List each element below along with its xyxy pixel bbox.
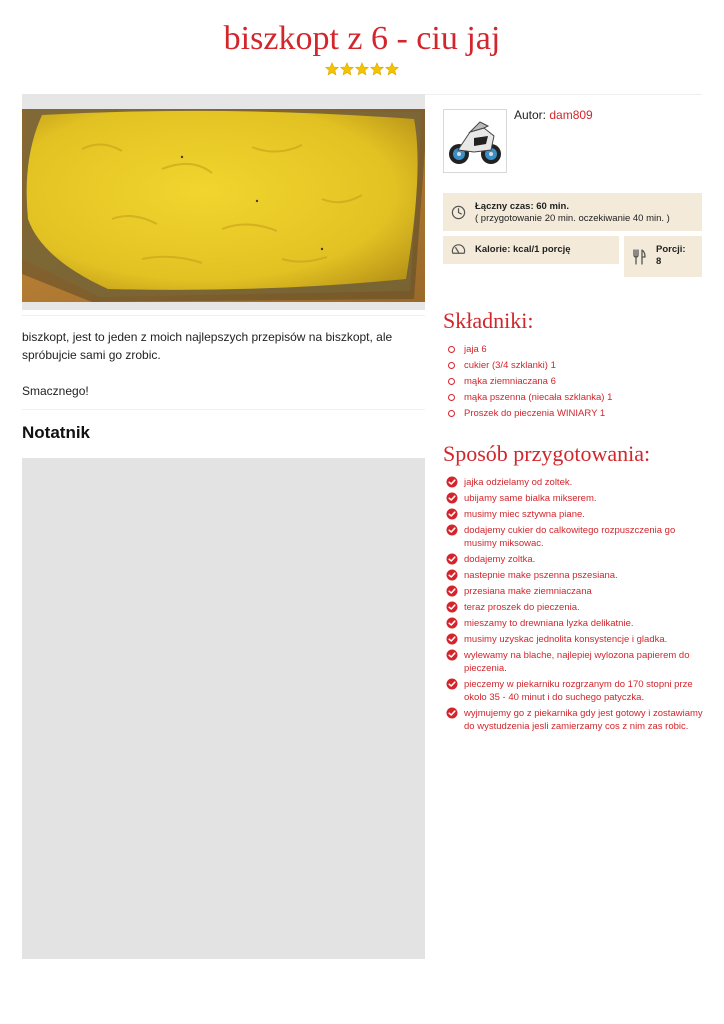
total-time-box (443, 193, 702, 231)
cutlery-icon (632, 249, 646, 265)
calories-label: Kalorie: kcal/1 porcję (475, 244, 571, 255)
step-item (446, 553, 706, 566)
step-item (446, 524, 706, 550)
calories-box (443, 236, 619, 264)
rating-stars (0, 62, 724, 81)
step-text: teraz proszek do pieczenia. (464, 602, 580, 613)
step-item (446, 492, 706, 505)
step-item (446, 569, 706, 582)
bullet-circle-icon (448, 394, 455, 401)
bullet-circle-icon (448, 378, 455, 385)
check-circle-icon (446, 553, 458, 565)
notes-title: Notatnik (22, 423, 90, 442)
recipe-title: biszkopt z 6 - ciu jaj (223, 20, 501, 57)
bullet-circle-icon (448, 346, 455, 353)
total-time-detail: ( przygotowanie 20 min. oczekiwanie 40 min. ) (475, 213, 670, 224)
ingredient-text: mąka ziemniaczana 6 (464, 376, 556, 387)
check-circle-icon (446, 524, 458, 536)
divider (22, 315, 425, 316)
step-item (446, 617, 706, 630)
check-circle-icon (446, 476, 458, 488)
check-circle-icon (446, 585, 458, 597)
portions-value: 8 (656, 256, 662, 267)
step-text: mieszamy to drewniana lyzka delikatnie. (464, 618, 634, 629)
ingredient-item (448, 392, 708, 408)
portions-box (624, 236, 702, 277)
check-circle-icon (446, 617, 458, 629)
star-icon (325, 62, 339, 76)
recipe-description (22, 328, 425, 418)
step-item (446, 585, 706, 598)
star-icon (370, 62, 384, 76)
step-text: wylewamy na blache, najlepiej wylozona papierem do pieczenia. (464, 650, 690, 674)
portions-label: Porcji: (656, 244, 686, 255)
method-title: Sposób przygotowania: (443, 441, 651, 466)
ingredient-item (448, 344, 708, 360)
ingredient-item (448, 408, 708, 424)
author-info (514, 108, 593, 122)
step-text: dodajemy cukier do calkowitego rozpuszczenia go musimy miksowac. (464, 525, 676, 549)
ingredient-text: Proszek do pieczenia WINIARY 1 (464, 408, 606, 419)
description-paragraph: biszkopt, jest to jeden z moich najlepszych przepisów na biszkopt, ale spróbujcie sami go zrobic. (22, 330, 393, 362)
check-circle-icon (446, 707, 458, 719)
star-icon (340, 62, 354, 76)
author-link[interactable]: dam809 (549, 108, 593, 122)
check-circle-icon (446, 678, 458, 690)
step-text: dodajemy zoltka. (464, 554, 536, 565)
ingredient-item (448, 360, 708, 376)
step-text: wyjmujemy go z piekarnika gdy jest gotowy i zostawiamy do wystudzenia jesli zamierzamy cos z nim zas robic. (464, 708, 703, 732)
check-circle-icon (446, 508, 458, 520)
check-circle-icon (446, 569, 458, 581)
total-time-label: Łączny czas: 60 min. (475, 201, 569, 212)
step-text: musimy uzyskac jednolita konsystencje i gladka. (464, 634, 668, 645)
ingredient-text: cukier (3/4 szklanki) 1 (464, 360, 556, 371)
step-text: ubijamy same bialka mikserem. (464, 493, 597, 504)
author-label: Autor: (514, 108, 547, 122)
step-item (446, 508, 706, 521)
star-icon (355, 62, 369, 76)
ingredient-text: jaja 6 (464, 344, 487, 355)
ingredients-list (448, 344, 708, 424)
ingredients-title: Składniki: (443, 308, 534, 333)
bullet-circle-icon (448, 410, 455, 417)
divider (22, 409, 425, 410)
check-circle-icon (446, 601, 458, 613)
step-item (446, 601, 706, 614)
step-item (446, 707, 706, 733)
clock-icon (451, 205, 466, 220)
step-item (446, 649, 706, 675)
step-text: musimy miec sztywna piane. (464, 509, 585, 520)
check-circle-icon (446, 492, 458, 504)
step-item (446, 678, 706, 704)
ingredient-text: mąka pszenna (niecała szklanka) 1 (464, 392, 613, 403)
recipe-photo-frame (22, 94, 425, 310)
step-text: przesiana make ziemniaczana (464, 586, 592, 597)
gauge-icon (451, 242, 466, 257)
step-text: pieczemy w piekarniku rozgrzanym do 170 stopni prze okolo 35 - 40 minut i do suchego patyczka. (464, 679, 693, 703)
step-item (446, 633, 706, 646)
bullet-circle-icon (448, 362, 455, 369)
motorcycle-avatar-icon (444, 110, 506, 172)
ingredient-item (448, 376, 708, 392)
steps-list (446, 476, 706, 736)
step-text: jajka odzielamy od zoltek. (464, 477, 573, 488)
recipe-photo (22, 109, 425, 302)
step-item (446, 476, 706, 489)
star-icon (385, 62, 399, 76)
author-avatar[interactable] (443, 109, 507, 173)
notes-area[interactable] (22, 458, 425, 959)
step-text: nastepnie make pszenna pszesiana. (464, 570, 618, 581)
check-circle-icon (446, 649, 458, 661)
check-circle-icon (446, 633, 458, 645)
description-paragraph: Smacznego! (22, 384, 89, 398)
